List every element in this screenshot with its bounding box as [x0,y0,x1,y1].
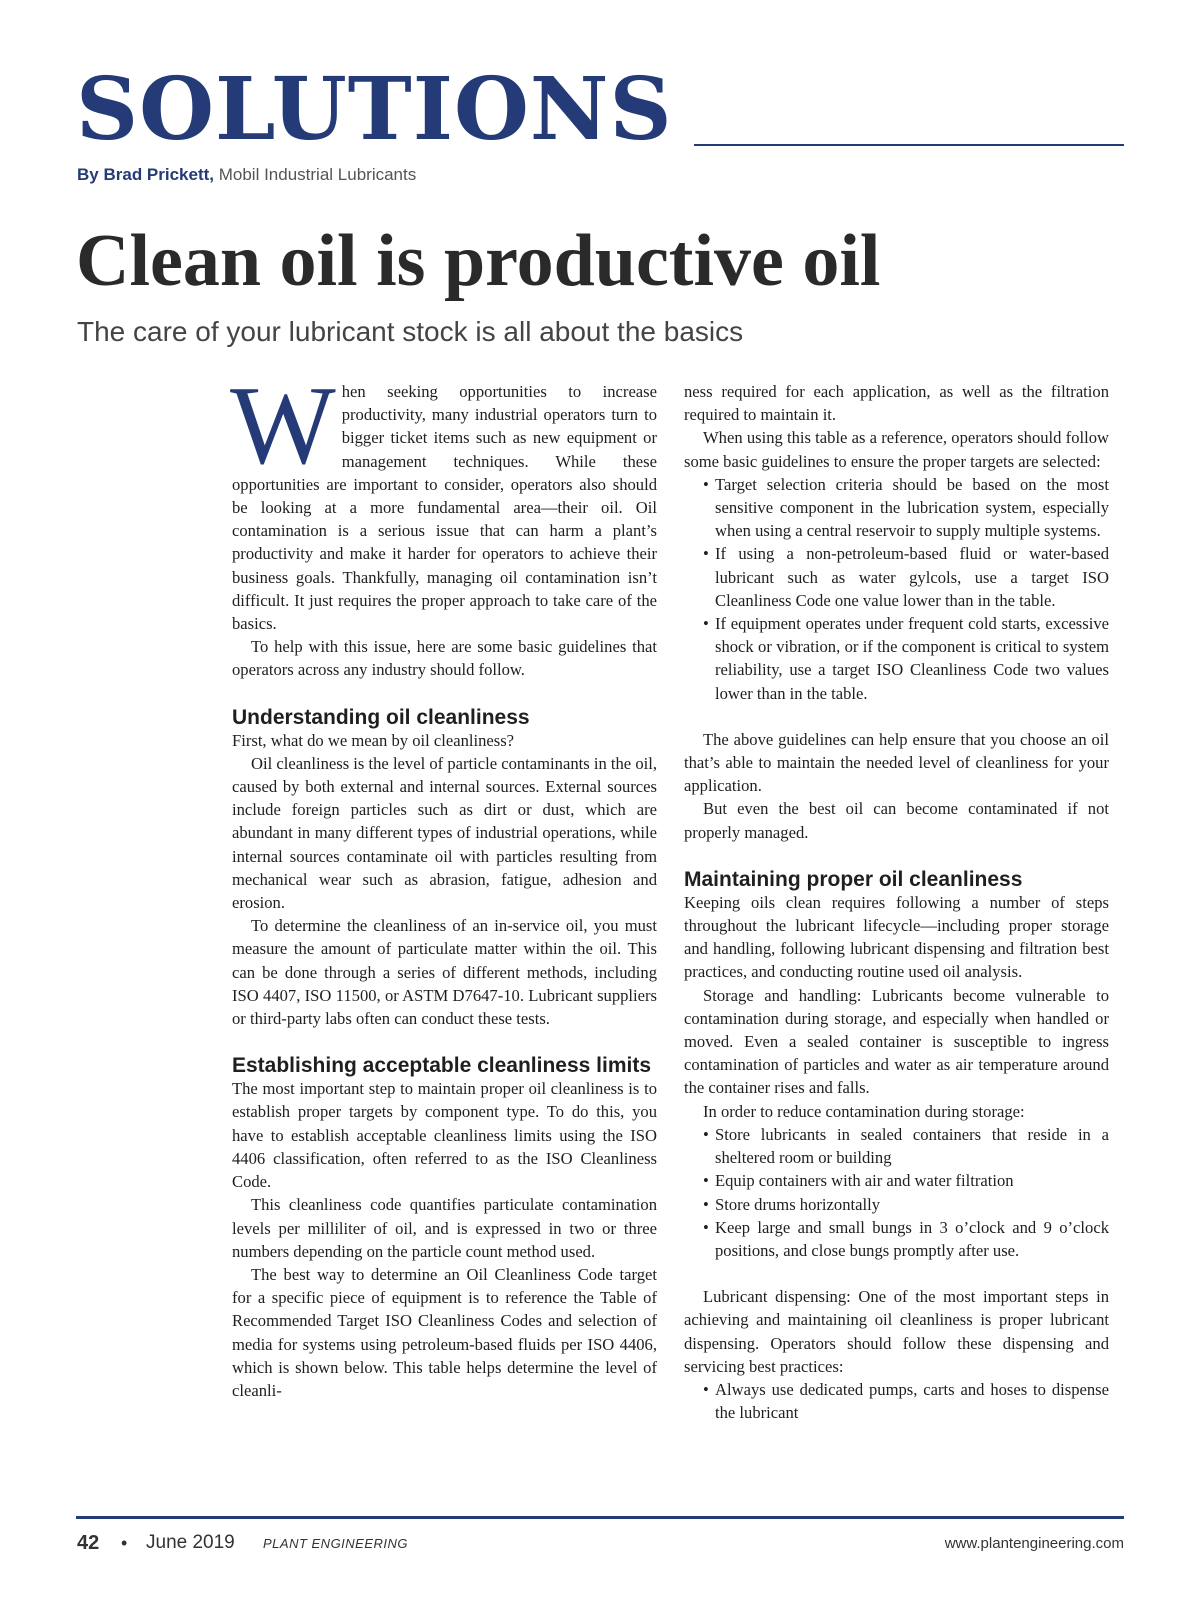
paragraph: In order to reduce contamination during storage: [703,1101,1025,1121]
article-headline: Clean oil is productive oil [76,220,881,302]
footer-rule [76,1516,1124,1519]
article-column-left [230,364,657,1402]
lead-paragraph [230,364,657,635]
bullet-list [684,1123,1109,1262]
paragraph: This cleanliness code quantifies particulate contamination levels per milliliter of oil, and is expressed in two or three numbers depending on the particle count method used. [232,1195,657,1261]
paragraph: Keeping oils clean requires following a number of steps throughout the lubricant lifecycle—including proper storage and handling, following lubricant dispensing and filtration best practices, and conducting routine used oil analysis. [684,892,1109,982]
list-item: • Equip containers with air and water filtration [684,1169,1109,1192]
section-heading: Maintaining proper oil cleanliness [684,867,1023,891]
byline [77,164,416,186]
byline-prefix: By [77,165,104,184]
publication-url[interactable]: www.plantengineering.com [944,1535,1124,1552]
paragraph: Storage and handling: Lubricants become vulnerable to contamination during storage, and especially when handled or moved. Even a sealed container is susceptible to ingress contamination of particles and water as air temperature around the container rises and falls. [684,985,1109,1098]
bullet-list [684,1378,1109,1424]
article-column-right [684,380,1109,1424]
list-item: • Store lubricants in sealed containers that reside in a sheltered room or building [684,1123,1109,1169]
lead-text: hen seeking opportunities to increase productivity, many industrial operators turn to bigger ticket items such as new equipment or management techniques. While these opportunities are important to consider, operators also should be looking at a more fundamental area—their oil. Oil contamination is a serious issue that can harm a plant’s productivity and make it harder for operators to achieve their business goals. Thankfully, managing oil contamination isn’t difficult. It just requires the proper approach to take care of the basics. [232,382,657,634]
paragraph: The best way to determine an Oil Cleanliness Code target for a specific piece of equipment is to reference the Table of Recommended Target ISO Cleanliness Codes and selection of media for systems using petroleum-based fluids per ISO 4406, which is shown below. This table helps determine the level of cleanli- [232,1264,657,1400]
paragraph: But even the best oil can become contaminated if not properly managed. [684,799,1109,842]
paragraph: ness required for each application, as well as the filtration required to maintain it. [684,382,1109,425]
article-deck: The care of your lubricant stock is all about the basics [77,316,744,347]
list-item: • If using a non-petroleum-based fluid or water-based lubricant such as water gylcols, use a target ISO Cleanliness Code one value lower than in the table. [684,542,1109,612]
section-heading: Establishing acceptable cleanliness limits [232,1054,651,1078]
paragraph: To help with this issue, here are some basic guidelines that operators across any industry should follow. [232,637,657,680]
section-rule [694,144,1124,146]
paragraph: To determine the cleanliness of an in-service oil, you must measure the amount of particulate matter within the oil. This can be done through a series of different methods, including ISO 4407, ISO 11500, or ASTM D7647-10. Lubricant suppliers or third-party labs often can conduct these tests. [232,916,657,1029]
paragraph: The above guidelines can help ensure that you choose an oil that’s able to maintain the needed level of cleanliness for your application. [684,729,1109,796]
paragraph: First, what do we mean by oil cleanliness? [232,730,515,750]
paragraph: Lubricant dispensing: One of the most important steps in achieving and maintaining oil cleanliness is proper lubricant dispensing. Operators should follow these dispensing and servicing best practices: [684,1287,1109,1376]
author-name: Brad Prickett, [103,165,215,184]
footer-separator: • [121,1533,128,1553]
issue-date: June 2019 [146,1532,235,1553]
paragraph: The most important step to maintain proper oil cleanliness is to establish proper targets by component type. To do this, you have to establish acceptable cleanliness limits using the ISO 4406 classification, often referred to as the ISO Cleanliness Code. [232,1079,657,1192]
list-item: • Keep large and small bungs in 3 o’clock and 9 o’clock positions, and close bungs promptly after use. [684,1216,1109,1262]
page-number: 42 [77,1532,100,1554]
drop-cap: W [230,364,336,488]
paragraph: Oil cleanliness is the level of particle contaminants in the oil, caused by both external and internal sources. External sources include foreign particles such as dirt or dust, which are abundant in many different types of industrial operations, while internal sources contaminate oil with particles resulting from mechanical wear such as abrasion, fatigue, adhesion and erosion. [232,753,657,913]
section-heading: Understanding oil cleanliness [232,705,530,729]
paragraph: When using this table as a reference, operators should follow some basic guidelines to ensure the proper targets are selected: [684,428,1109,471]
bullet-list [684,473,1109,705]
list-item: • Always use dedicated pumps, carts and hoses to dispense the lubricant [684,1378,1109,1424]
publication-name: PLANT ENGINEERING [263,1536,409,1551]
list-item: • If equipment operates under frequent cold starts, excessive shock or vibration, or if the component is critical to system reliability, use a target ISO Cleanliness Code two values lower than in the table. [684,612,1109,705]
section-title: SOLUTIONS [76,59,673,160]
list-item: • Store drums horizontally [684,1193,1109,1216]
author-affiliation: Mobil Industrial Lubricants [214,165,417,184]
list-item: • Target selection criteria should be based on the most sensitive component in the lubrication system, especially when using a central reservoir to supply multiple systems. [684,473,1109,543]
